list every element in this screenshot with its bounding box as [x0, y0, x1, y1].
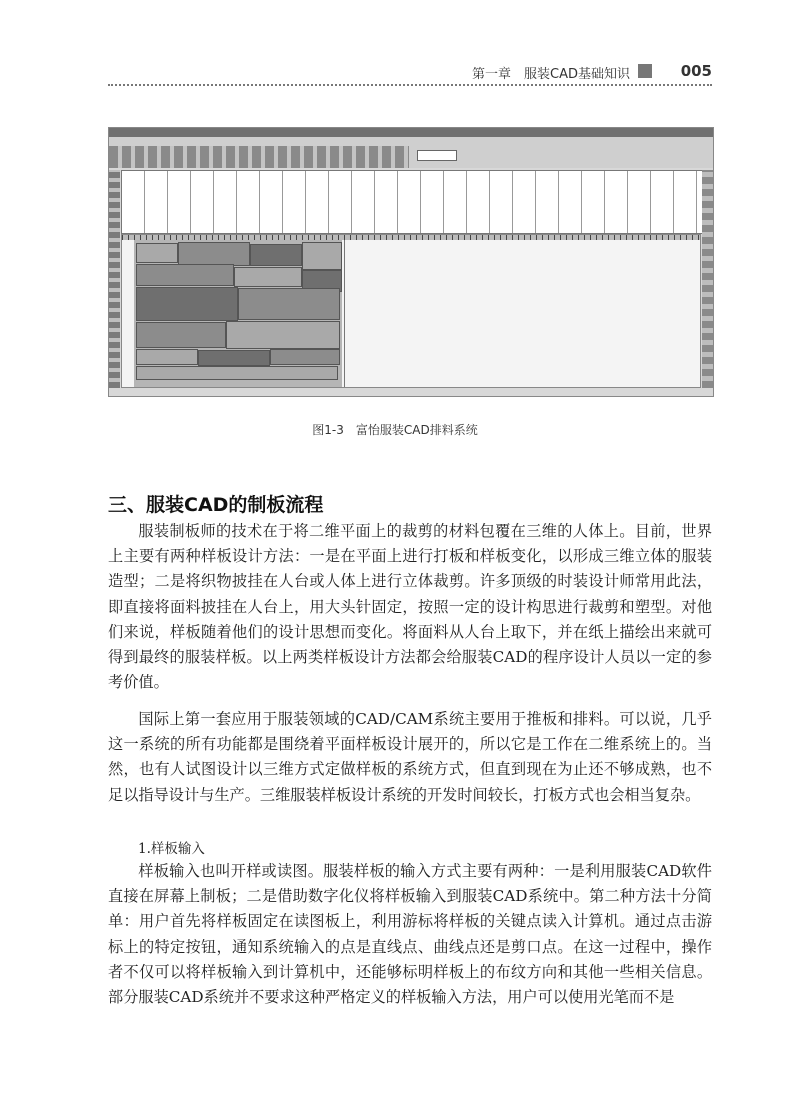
nested-pattern-pieces	[134, 240, 342, 387]
paragraph-1: 服装制板师的技术在于将二维平面上的裁剪的材料包覆在三维的人体上。目前，世界上主要有两种样板设计方法：一是在平面上进行打板和样板变化，以形成三维立体的服装造型；二是将织物披挂在人台或人体上进行立体裁剪。许多顶级的时装设计师常用此法，即直接将面料披挂在人台上，用大头针固定，按照一定的设计构思进行裁剪和塑型。对他们来说，样板随着他们的设计思想而变化。将面料从人台上取下，并在纸上描绘出来就可得到最终的服装样板。以上两类样板设计方法都会给服装CAD的程序设计人员以一定的参考价值。	[108, 522, 712, 692]
chapter-title: 第一章 服装CAD基础知识	[472, 67, 630, 82]
pattern-piece	[136, 264, 234, 286]
marker-canvas	[121, 234, 701, 388]
subheading-pattern-input: 1.样板输入	[138, 841, 205, 857]
software-menu-bar	[109, 137, 713, 146]
pattern-piece	[250, 244, 302, 266]
section-heading: 三、服装CAD的制板流程	[108, 494, 324, 516]
paragraph-2: 国际上第一套应用于服装领域的CAD/CAM系统主要用于推板和排料。可以说，几乎这一系统的所有功能都是围绕着平面样板设计展开的，所以它是工作在二维系统上的。当然，也有人试图设计以三维方式定做样板的系统方式，但直到现在为止还不够成熟，也不足以指导设计与生产。三维服装样板设计系统的开发时间较长，打板方式也会相当复杂。	[108, 710, 712, 804]
software-title-bar	[109, 128, 713, 137]
pattern-piece-list	[121, 170, 703, 234]
pattern-piece	[136, 322, 226, 348]
software-dropdown	[417, 150, 457, 161]
pattern-piece	[136, 243, 178, 263]
pattern-piece	[136, 287, 238, 321]
pattern-piece	[234, 267, 302, 287]
running-header	[108, 60, 712, 82]
page-number: 005	[680, 62, 712, 80]
pattern-piece	[238, 288, 340, 320]
paragraph-3: 样板输入也叫开样或读图。服装样板的输入方式主要有两种：一是利用服装CAD软件直接在屏幕上制板；二是借助数字化仪将样板输入到服装CAD系统中。第二种方法十分简单：用户首先将样板固定在读图板上，利用游标将样板的关键点读入计算机。通过点击游标上的特定按钮，通知系统输入的点是直线点、曲线点还是剪口点。在这一过程中，操作者不仅可以将样板输入到计算机中，还能够标明样板上的布纹方向和其他一些相关信息。部分服装CAD系统并不要求这种严格定义的样板输入方法，用户可以使用光笔而不是	[108, 862, 712, 1007]
pattern-piece	[270, 349, 340, 365]
pattern-piece	[198, 350, 270, 366]
header-square-icon	[638, 64, 652, 78]
right-tool-column	[702, 170, 713, 388]
marker-length-line	[344, 240, 345, 387]
pattern-piece	[136, 366, 338, 380]
pattern-piece	[226, 321, 340, 349]
header-dotted-rule	[108, 84, 712, 86]
figure-cad-screenshot	[108, 127, 714, 397]
figure-caption: 图1-3 富怡服装CAD排料系统	[312, 423, 478, 437]
left-tool-column	[109, 170, 120, 388]
pattern-piece	[178, 242, 250, 266]
pattern-piece	[302, 242, 342, 270]
pattern-piece	[136, 349, 198, 365]
